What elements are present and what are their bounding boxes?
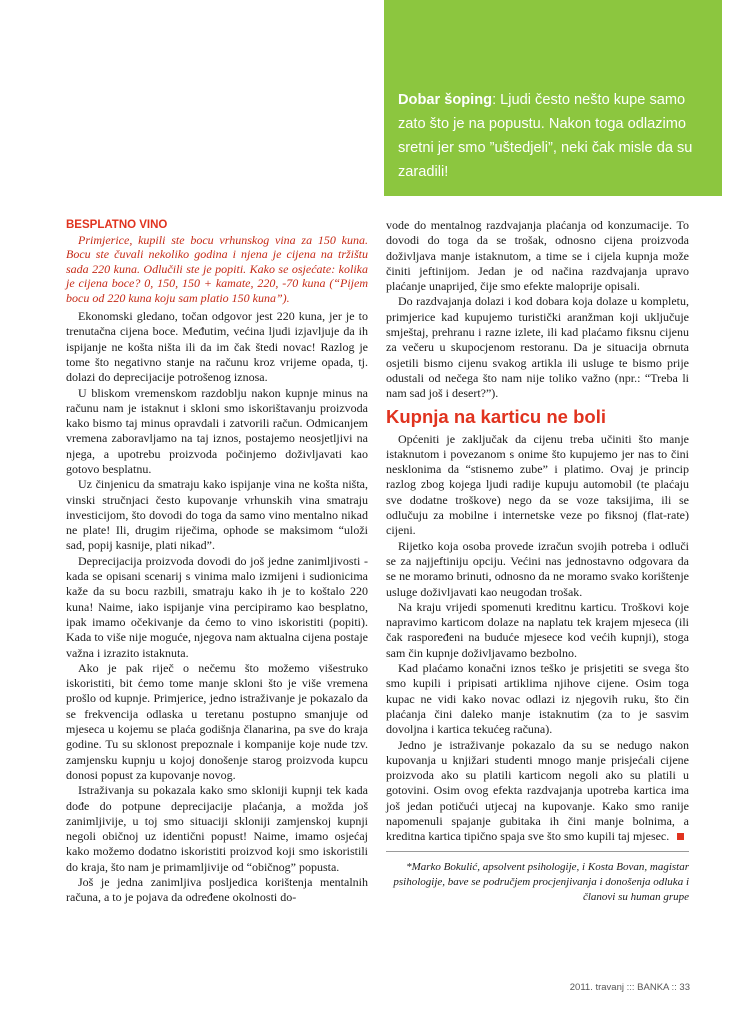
paragraph: Uz činjenicu da smatraju kako ispijanje vina ne košta ništa, vinski stručnjaci često kupovanje vrhunskih vina smatraju investicijom, što dovodi do toga da samo vino mentalno nikad ne plate! Ili, drugim riječima, ophode se maksimom “uloži sad, popij kasnije, plati nikad”.	[66, 477, 368, 553]
box-title: BESPLATNO VINO	[66, 219, 168, 231]
paragraph: Deprecijacija proizvoda dovodi do još jedne zanimljivosti - kada se opisani scenarij s vinima malo izmijeni i sudionicima kaže da su bocu razbili, smatraju kako ih je to koštalo 220 kuna! Naime, iako ispijanje vina percipiramo kao besplatno, ipak imamo očekivanje da ćemo to vino iskoristiti (popiti). Kada to više nije moguće, njegova nam aktualna cijena postaje važna i izrazito istaknuta.	[66, 553, 368, 660]
paragraph: Rijetko koja osoba provede izračun svojih potreba i odluči se za najjeftiniju opciju. Većini nas jednostavno odgovara da se ne moramo brinuti, odnosno da ne moramo svako korištenje usluge doživljavati kao neugodan trošak.	[386, 538, 689, 599]
callout-text: : Ljudi često nešto kupe samo zato što je na popustu. Nakon toga odlazimo sretni jer smo ”uštedjeli”, neki čak misle da su zaradili!	[398, 92, 693, 180]
callout-lead: Dobar šoping	[398, 92, 493, 108]
paragraph-last-text: Jedno je istraživanje pokazalo da su se nedugo nakon kupovanja u knjižari studenti mnogo manje prisjećali cijene proizvoda ako su platili karticom negoli ako su platili u gotovini. Osim ovog efekta razdvajanja upotreba kartica ima još jedan potičući utjecaj na kupovanje. Kako smo ranije napomenuli spajanje gubitaka ih čini manje bolnima, a kreditna kartica tipično spaja sve što smo kupili taj mjesec.	[386, 737, 689, 844]
paragraph: U bliskom vremenskom razdoblju nakon kupnje minus na računu nam je istaknut i skloni smo iskorištavanju proizvoda kako bismo taj minus opravdali i zatvorili račun. Odmicanjem vremena zaboravljamo na taj iznos, postajemo neosjetljivi na njega, a upotrebu proizvoda počinjemo doživljavati kao gotovo besplatnu.	[66, 385, 368, 476]
paragraph: Još je jedna zanimljiva posljedica korištenja mentalnih računa, a to je pojava da određene okolnosti do-	[66, 875, 368, 905]
right-column	[386, 218, 689, 905]
paragraph: Ako je pak riječ o nečemu što možemo višestruko iskoristiti, bit ćemo tome manje skloni što je više vremena prošlo od kupnje. Primjerice, jedno istraživanje je pokazalo da se frekvencija odlaska u teretanu postupno smanjuje od mjeseca u kojemu se plaća godišnja članarina, pa sve do kraja godine. Tu su sklonost prepoznale i kompanije koje nude tzv. zamjensku kupnju u kojoj donošenje starog proizvoda kupcu donosi popust za kupovanje novog.	[66, 660, 368, 782]
section-heading: Kupnja na karticu ne boli	[386, 405, 606, 427]
end-mark-icon	[677, 833, 684, 840]
paragraph: Istraživanja su pokazala kako smo skloniji kupnji tek kada dođe do potpune deprecijacije plaćanja, a možda još zanimljivije, u toj smo situaciji skloniji zamjenskoj kupnji negoli običnoj uz identični popust! Naime, imamo osjećaj kako možemo dodatno iskoristiti proizvod koji smo iskoristili do kraja, što nam je primamljivije od “običnog” popusta.	[66, 783, 368, 874]
paragraph-last	[386, 738, 689, 845]
footnote-block	[386, 851, 689, 905]
callout-box	[384, 0, 722, 196]
paragraph: vode do mentalnog razdvajanja plaćanja od konzumacije. To dovodi do toga da se trošak, odnosno cijena proizvoda doživljava manje istaknutom, a time se i cijela kupnja može činiti jeftinijom. Jedan je od načina razdvajanja upravo plaćanje unaprijed, čije smo efekte maloprije opisali.	[386, 218, 689, 294]
page-folio: 2011. travanj ::: BANKA :: 33	[569, 982, 690, 993]
paragraph: Na kraju vrijedi spomenuti kreditnu karticu. Troškovi koje napravimo karticom dolaze na naplatu tek krajem mjeseca (ili čak raspoređeni na buduće mjesece kod većih kupnji), stoga sam čin kupnje doživljavamo bezbolno.	[386, 599, 689, 660]
box-text: Primjerice, kupili ste bocu vrhunskog vina za 150 kuna. Bocu ste čuvali nekoliko godina i njena je cijena na tržištu sada 220 kuna. Odlučili ste je popiti. Kako se osjećate: kolika je cijena boce? 0, 150, 150 + kamate, 220, -70 kuna (“Pijem bocu od 220 kuna koju sam platio 150 kuna”).	[66, 233, 368, 305]
paragraph: Ekonomski gledano, točan odgovor jest 220 kuna, jer je to trenutačna cijena boce. Međutim, većina ljudi izjavljuje da ih ispijanje ne košta ništa ili da im čak štedi novac! Razlog je tome što negativno stanje na računu kroz vrijeme opada, tj. dolazi do deprecijacije potrošenog iznosa.	[66, 309, 368, 385]
left-column	[66, 218, 368, 906]
paragraph: Općeniti je zaključak da cijenu treba učiniti što manje istaknutom i povezanom s onime što kupujemo jer nas to čini nesklonima da “stisnemo zube” i platimo. Ovaj je princip razlog zbog kojega ljudi radije kupuju automobil (te plaćaju sve dodatne troškove) nego da se voze taksijima, ili se odlučuju za mobilne i internetske veze po fiksnoj (flat-rate) cijeni.	[386, 431, 689, 538]
paragraph: Kad plaćamo konačni iznos teško je prisjetiti se svega što smo kupili i pripisati artiklima njihove cijene. Osim toga kupac ne vidi kako novac odlazi iz njegovih ruku, što čin plaćanja čini daleko manje istaknutim (za to je sasvim dovoljna i kartica tekućeg računa).	[386, 661, 689, 737]
author-footnote: *Marko Bokulić, apsolvent psihologije, i Kosta Bovan, magistar psihologije, bave se područjem procjenjivanja i donošenja odluka i članovi su human grupe	[393, 860, 689, 903]
paragraph: Do razdvajanja dolazi i kod dobara koja dolaze u kompletu, primjerice kad kupujemo turistički aranžman koji uključuje smještaj, prehranu i razne izlete, ili kad plaćamo fiksnu cijenu za večeru u skupocjenom restoranu. Da je situacija obrnuta osjetili bismo cijenu svakog artikla ili usluge te bismo prije odustali od nečega što nam nije toliko važno (npr.: “Treba li nam sad još i desert?”).	[386, 294, 689, 401]
